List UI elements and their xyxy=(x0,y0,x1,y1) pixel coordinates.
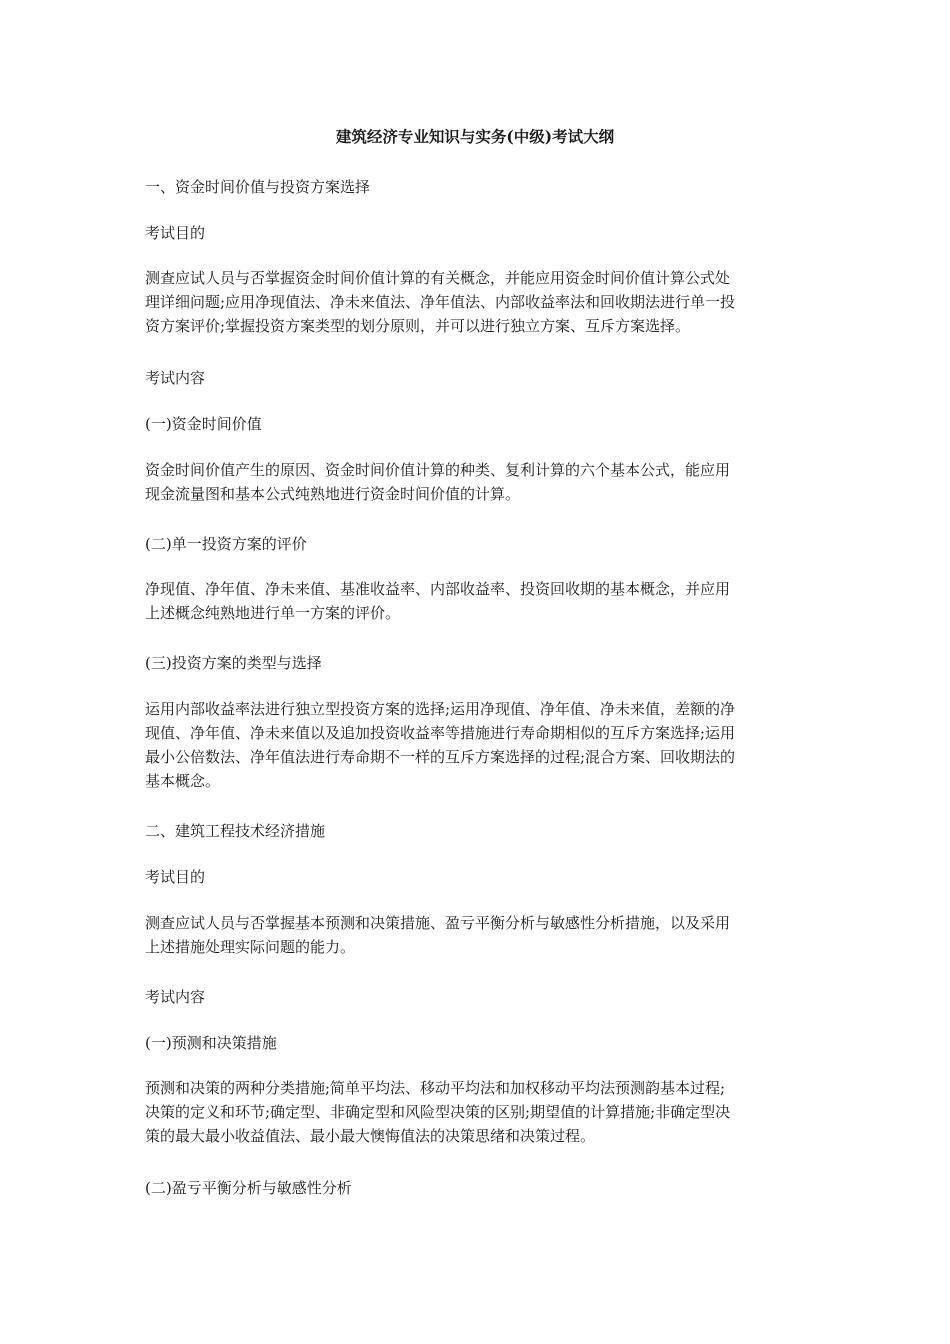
text-line: 考试目的 xyxy=(145,224,206,242)
text-line: 决策的定义和环节;确定型、非确定型和风险型决策的区别;期望值的计算措施;非确定型决 xyxy=(145,1103,731,1121)
section-heading-1 xyxy=(145,175,810,199)
subheading-exam-goal-1 xyxy=(145,221,810,245)
subheading-exam-goal-2 xyxy=(145,865,810,889)
subheading-1-3 xyxy=(145,651,810,675)
subheading-exam-content-2 xyxy=(145,985,810,1009)
text-line: (三)投资方案的类型与选择 xyxy=(145,654,322,672)
document-title: 建筑经济专业知识与实务(中级)考试大纲 xyxy=(335,127,615,146)
text-line: 上述措施处理实际问题的能力。 xyxy=(145,938,356,956)
text-line: 现值、净年值、净未来值以及追加投资收益率等措施进行寿命期相似的互斥方案选择;运用 xyxy=(145,724,736,742)
text-line: 测查应试人员与否掌握基本预测和决策措施、盈亏平衡分析与敏感性分析措施，以及采用 xyxy=(145,914,731,932)
text-line: 预测和决策的两种分类措施;简单平均法、移动平均法和加权移动平均法预测韵基本过程; xyxy=(145,1079,726,1097)
text-line: 现金流量图和基本公式纯熟地进行资金时间价值的计算。 xyxy=(145,485,521,503)
subheading-1-2 xyxy=(145,532,810,556)
paragraph-2-1 xyxy=(145,1076,810,1148)
paragraph-exam-goal-2 xyxy=(145,911,810,959)
paragraph-exam-goal-1 xyxy=(145,266,810,338)
text-line: (一)资金时间价值 xyxy=(145,415,262,433)
text-line: (二)盈亏平衡分析与敏感性分析 xyxy=(145,1179,352,1197)
subheading-exam-content-1 xyxy=(145,366,810,390)
paragraph-1-1 xyxy=(145,458,810,506)
text-line: (二)单一投资方案的评价 xyxy=(145,535,307,553)
text-line: 理详细问题;应用净现值法、净未来值法、净年值法、内部收益率法和回收期法进行单一投 xyxy=(145,293,736,311)
paragraph-1-2 xyxy=(145,577,810,625)
text-line: 考试目的 xyxy=(145,868,206,886)
text-line: (一)预测和决策措施 xyxy=(145,1034,277,1052)
text-line: 考试内容 xyxy=(145,369,206,387)
text-line: 二、建筑工程技术经济措施 xyxy=(145,822,326,840)
text-line: 考试内容 xyxy=(145,988,206,1006)
section-heading-2 xyxy=(145,819,810,843)
text-line: 最小公倍数法、净年值法进行寿命期不一样的互斥方案选择的过程;混合方案、回收期法的 xyxy=(145,748,736,766)
text-line: 基本概念。 xyxy=(145,772,221,790)
text-line: 资方案评价;掌握投资方案类型的划分原则，并可以进行独立方案、互斥方案选择。 xyxy=(145,317,691,335)
text-line: 测查应试人员与否掌握资金时间价值计算的有关概念，并能应用资金时间价值计算公式处 xyxy=(145,269,731,287)
subheading-1-1 xyxy=(145,412,810,436)
text-line: 一、资金时间价值与投资方案选择 xyxy=(145,178,371,196)
paragraph-1-3 xyxy=(145,697,810,793)
text-line: 资金时间价值产生的原因、资金时间价值计算的种类、复利计算的六个基本公式，能应用 xyxy=(145,461,731,479)
subheading-2-2 xyxy=(145,1176,810,1200)
subheading-2-1 xyxy=(145,1031,810,1055)
text-line: 运用内部收益率法进行独立型投资方案的选择;运用净现值、净年值、净未来值，差额的净 xyxy=(145,700,736,718)
text-line: 策的最大最小收益值法、最小最大懊悔值法的决策思绪和决策过程。 xyxy=(145,1127,596,1145)
text-line: 上述概念纯熟地进行单一方案的评价。 xyxy=(145,604,401,622)
text-line: 净现值、净年值、净未来值、基准收益率、内部收益率、投资回收期的基本概念，并应用 xyxy=(145,580,731,598)
